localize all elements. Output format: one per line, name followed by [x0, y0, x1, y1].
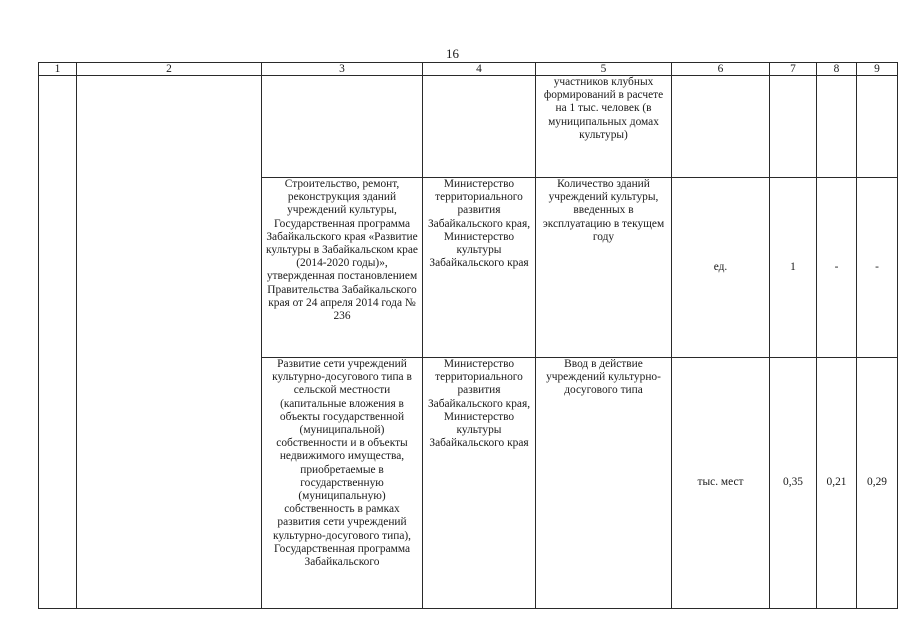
responsible-cell: Министерство территориального развития Забайкальского края, Министерство культуры Забайкальского края [423, 358, 536, 609]
indicator-cell: Количество зданий учреждений культуры, введенных в эксплуатацию в текущем году [536, 178, 672, 358]
value-col8-cell [817, 76, 857, 178]
indicators-table [38, 62, 898, 609]
value-col8-cell: 0,21 [817, 358, 857, 609]
column-header-5: 5 [536, 63, 672, 76]
unit-cell: тыс. мест [672, 358, 770, 609]
merged-cell-col2 [77, 76, 262, 609]
responsible-cell: Министерство территориального развития Забайкальского края, Министерство культуры Забайкальского края [423, 178, 536, 358]
value-col7-cell [770, 76, 817, 178]
column-header-2: 2 [77, 63, 262, 76]
column-number-row [39, 63, 898, 76]
indicator-cell: участников клубных формирований в расчете на 1 тыс. человек (в муниципальных домах культуры) [536, 76, 672, 178]
column-header-7: 7 [770, 63, 817, 76]
column-header-4: 4 [423, 63, 536, 76]
measure-cell [262, 76, 423, 178]
measure-cell: Развитие сети учреждений культурно-досугового типа в сельской местности (капитальные вложения в объекты государственной (муниципальной) собственности и в объекты недвижимого имущества, приобретаемые в государственную (муниципальную) собственность в рамках развития сети учреждений культурно-досугового типа), Государственная программа Забайкальского [262, 358, 423, 609]
table-row [39, 76, 898, 178]
page-number: 16 [446, 46, 459, 61]
value-col9-cell [857, 76, 898, 178]
column-header-3: 3 [262, 63, 423, 76]
value-col9-cell: 0,29 [857, 358, 898, 609]
value-col7-cell: 0,35 [770, 358, 817, 609]
value-col7-cell: 1 [770, 178, 817, 358]
value-col9-cell: - [857, 178, 898, 358]
merged-cell-col1 [39, 76, 77, 609]
indicator-cell: Ввод в действие учреждений культурно-досугового типа [536, 358, 672, 609]
value-col8-cell: - [817, 178, 857, 358]
unit-cell [672, 76, 770, 178]
column-header-1: 1 [39, 63, 77, 76]
unit-cell: ед. [672, 178, 770, 358]
measure-cell: Строительство, ремонт, реконструкция зданий учреждений культуры, Государственная программа Забайкальского края «Развитие культуры в Забайкальском крае (2014-2020 годы)», утвержденная постановлением Правительства Забайкальского края от 24 апреля 2014 года № 236 [262, 178, 423, 358]
column-header-6: 6 [672, 63, 770, 76]
column-header-8: 8 [817, 63, 857, 76]
responsible-cell [423, 76, 536, 178]
column-header-9: 9 [857, 63, 898, 76]
